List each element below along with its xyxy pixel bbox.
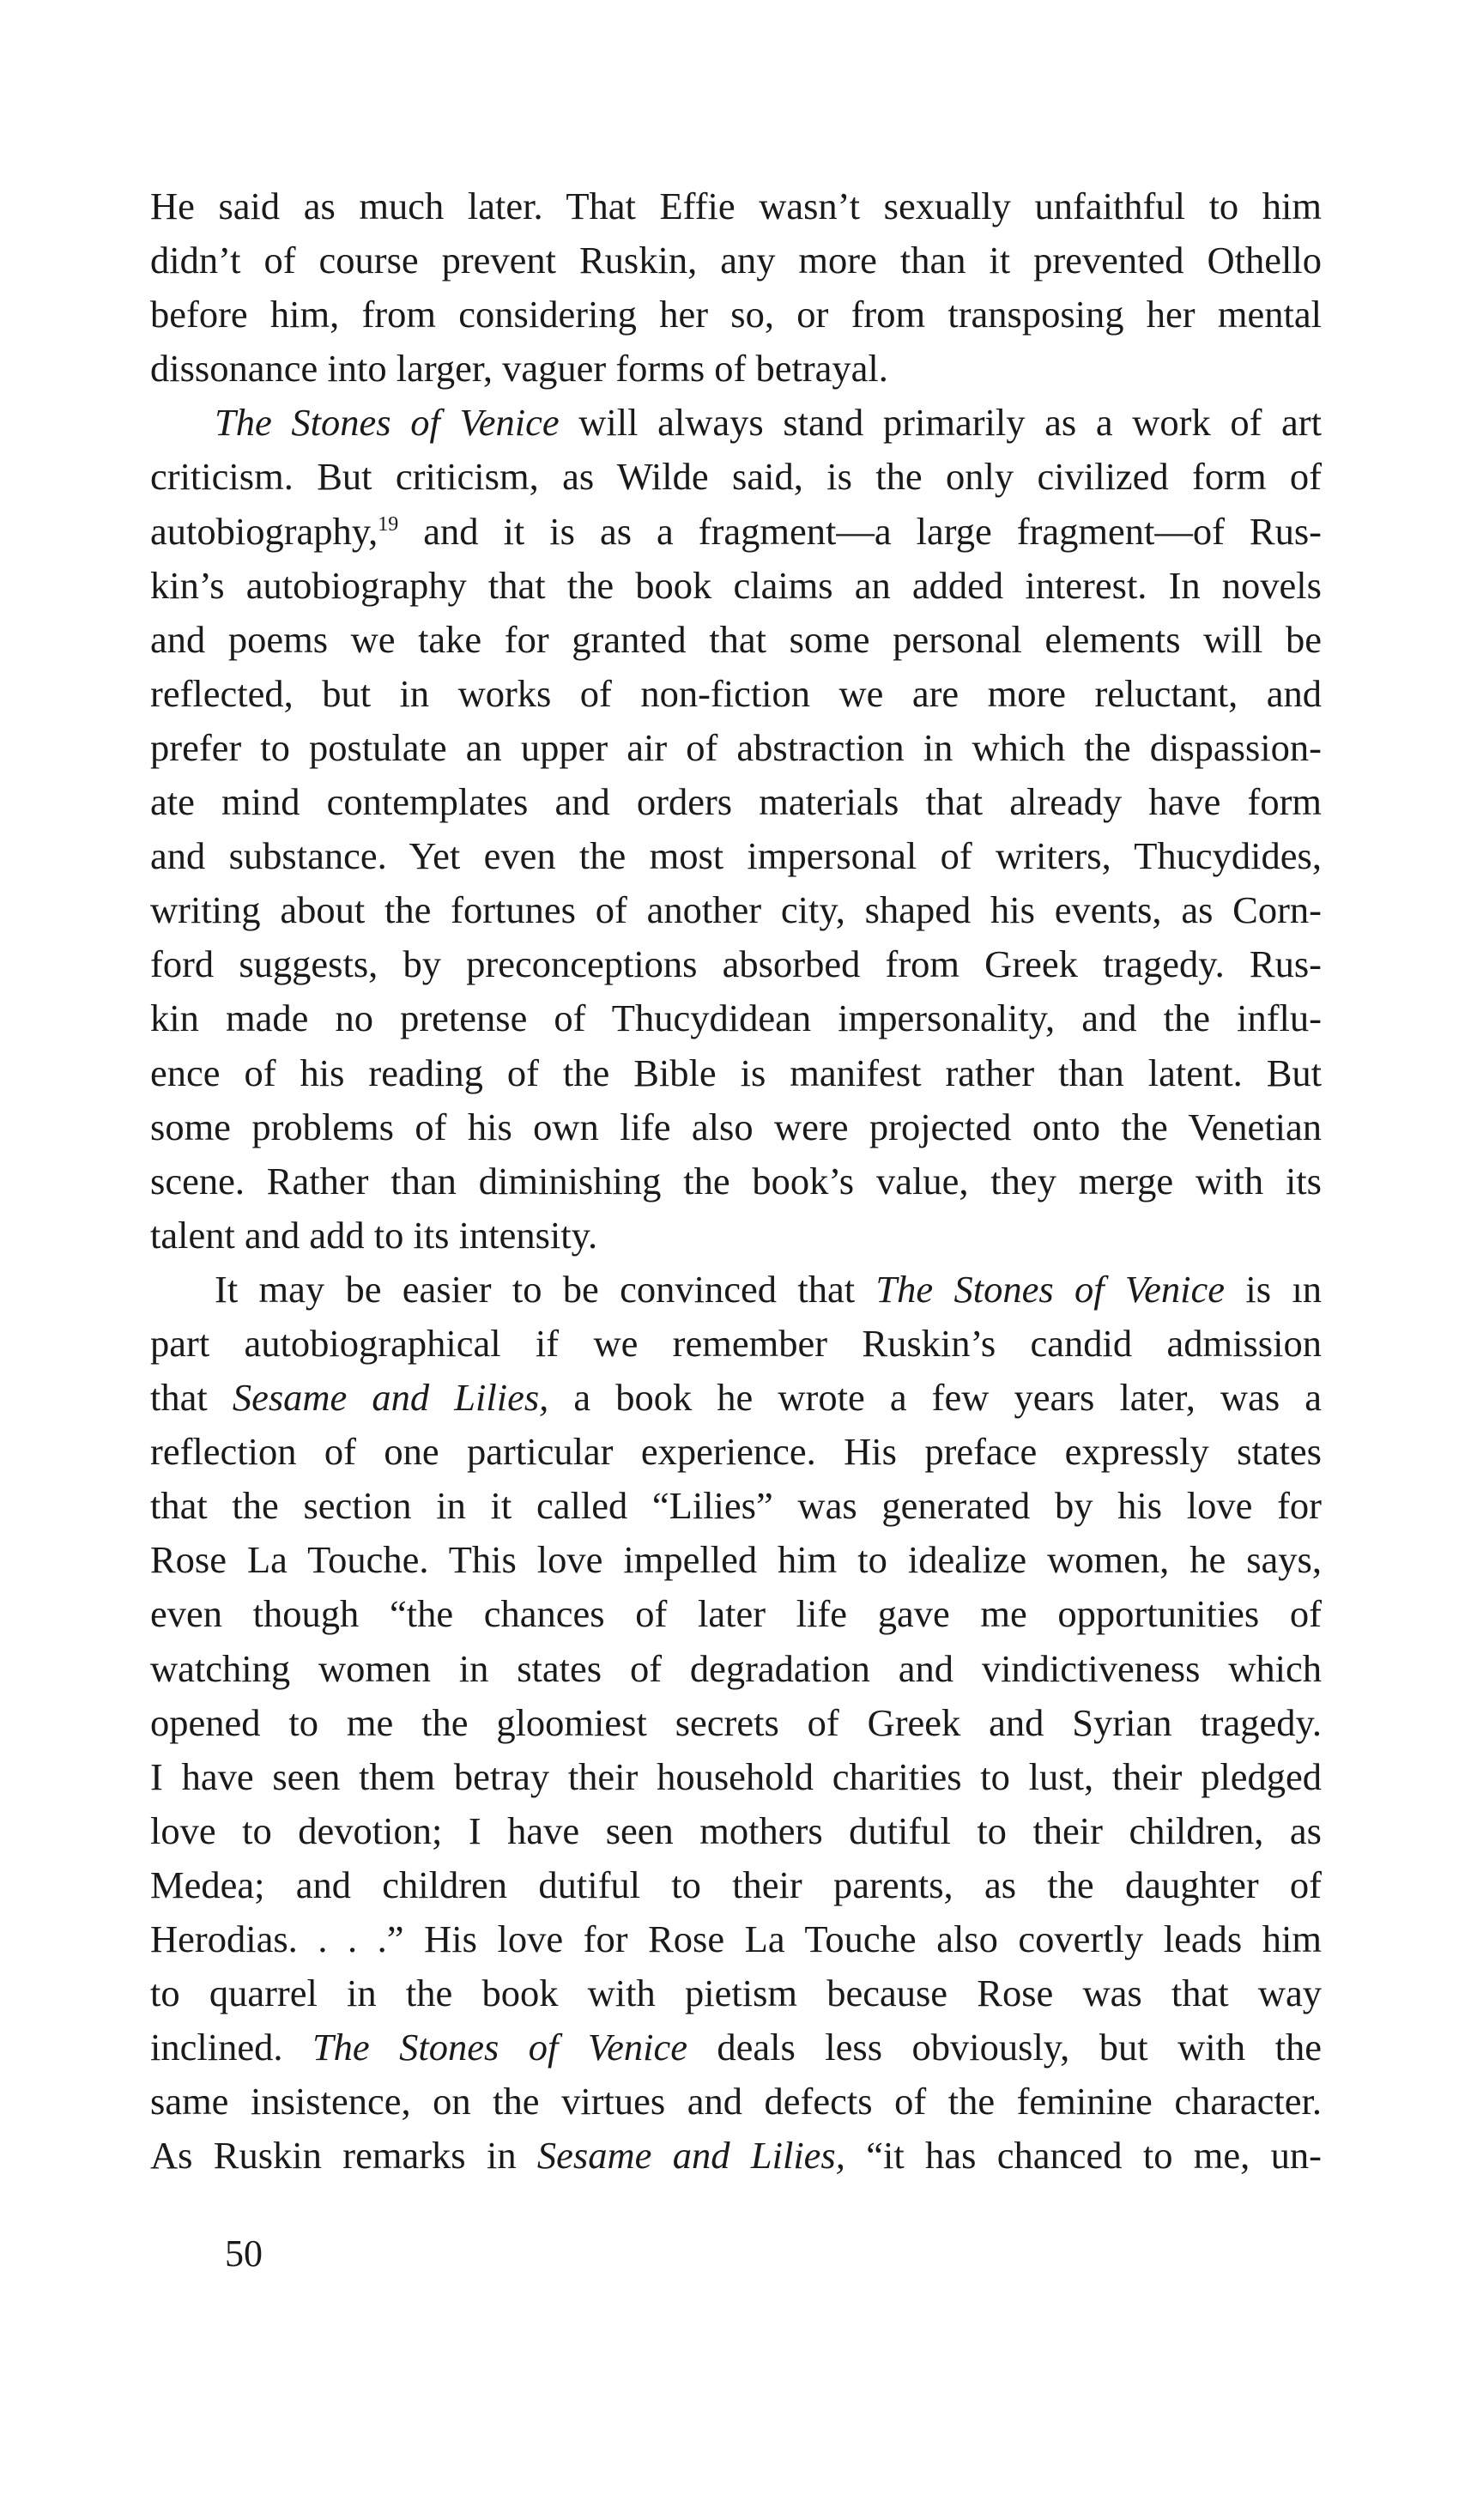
- text-line: The Stones of Venice will always stand primarily as a work of art: [215, 401, 1322, 445]
- text-line: watching women in states of degradation and vindictiveness which: [150, 1646, 1322, 1690]
- text-line: reflection of one particular experience. His preface expressly states: [150, 1430, 1322, 1474]
- text-line: talent and add to its intensity.: [150, 1213, 598, 1257]
- text-line: and poems we take for granted that some personal elements will be: [150, 617, 1322, 661]
- text-line: writing about the fortunes of another city, shaped his events, as Corn-: [150, 888, 1322, 932]
- text-line: dissonance into larger, vaguer forms of betrayal.: [150, 347, 888, 391]
- text-line: autobiography,$^{19}$ and it is as a fragment—a large fragment—of Rus-: [150, 509, 1322, 553]
- text-line: that Sesame and Lilies, a book he wrote a few years later, was a: [150, 1376, 1322, 1420]
- text-line: criticism. But criticism, as Wilde said, is the only civilized form of: [150, 455, 1322, 499]
- text-line: It may be easier to be convinced that The Stones of Venice is ın: [215, 1267, 1322, 1311]
- text-line: before him, from considering her so, or from transposing her mental: [150, 293, 1322, 336]
- text-line: kin’s autobiography that the book claims an added interest. In novels: [150, 563, 1322, 607]
- text-line: same insistence, on the virtues and defects of the feminine character.: [150, 2080, 1322, 2123]
- text-line: Medea; and children dutiful to their parents, as the daughter of: [150, 1863, 1322, 1906]
- text-line: prefer to postulate an upper air of abstraction in which the dispassion-: [150, 725, 1322, 769]
- text-line: Herodias. . . .” His love for Rose La Touche also covertly leads him: [150, 1917, 1322, 1960]
- text-line: that the section in it called “Lilies” was generated by his love for: [150, 1484, 1322, 1528]
- text-line: inclined. The Stones of Venice deals less obviously, but with the: [150, 2026, 1322, 2069]
- page-number: 50: [225, 2232, 263, 2275]
- body-text: [150, 179, 1322, 2183]
- text-line: opened to me the gloomiest secrets of Greek and Syrian tragedy.: [150, 1700, 1322, 1744]
- text-line: part autobiographical if we remember Ruskin’s candid admission: [150, 1321, 1322, 1365]
- text-line: some problems of his own life also were projected onto the Venetian: [150, 1105, 1322, 1148]
- text-line: scene. Rather than diminishing the book’s value, they merge with its: [150, 1159, 1322, 1202]
- text-line: Rose La Touche. This love impelled him to idealize women, he says,: [150, 1538, 1322, 1582]
- text-line: ford suggests, by preconceptions absorbed from Greek tragedy. Rus-: [150, 942, 1322, 986]
- text-line: kin made no pretense of Thucydidean impersonality, and the influ-: [150, 996, 1322, 1040]
- text-line: to quarrel in the book with pietism because Rose was that way: [150, 1972, 1322, 2015]
- text-line: even though “the chances of later life gave me opportunities of: [150, 1592, 1322, 1636]
- text-line: and substance. Yet even the most impersonal of writers, Thucydides,: [150, 834, 1322, 878]
- text-line: As Ruskin remarks in Sesame and Lilies, “it has chanced to me, un-: [150, 2134, 1322, 2178]
- text-line: He said as much later. That Effie wasn’t sexually unfaithful to him: [150, 185, 1322, 227]
- text-line: didn’t of course prevent Ruskin, any more than it prevented Othello: [150, 239, 1322, 282]
- text-line: I have seen them betray their household charities to lust, their pledged: [150, 1754, 1322, 1798]
- text-line: reflected, but in works of non-fiction we are more reluctant, and: [150, 671, 1322, 715]
- text-line: love to devotion; I have seen mothers dutiful to their children, as: [150, 1808, 1322, 1852]
- text-line: ate mind contemplates and orders materials that already have form: [150, 780, 1322, 824]
- text-line: ence of his reading of the Bible is manifest rather than latent. But: [150, 1051, 1322, 1094]
